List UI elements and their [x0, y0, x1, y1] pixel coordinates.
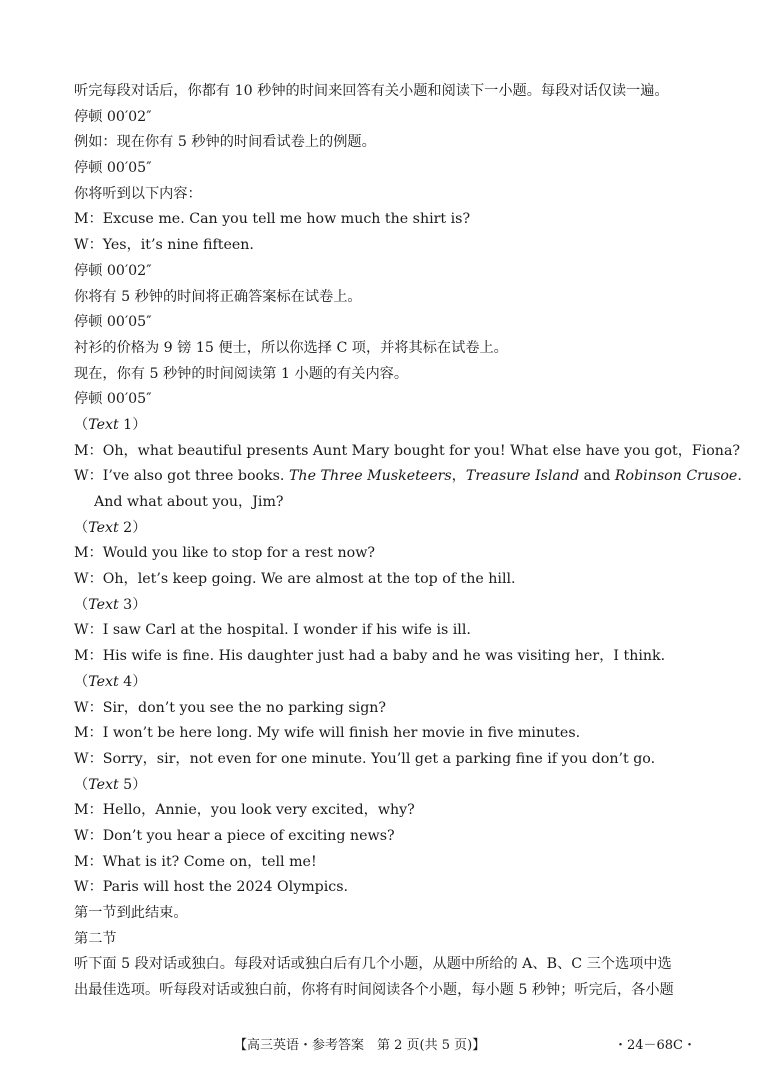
pause-line: 停顿 00′02″: [74, 108, 152, 125]
mark-answer-line: 你将有 5 秒钟的时间将正确答案标在试卷上。: [74, 288, 362, 305]
text4-w-line: W：Sorry，sir，not even for one minute. You’ll get a parking fine if you don’t go.: [74, 750, 656, 767]
text2-label: （Text 2）: [74, 519, 147, 536]
text4-w-line: W：Sir，don’t you see the no parking sign?: [74, 699, 387, 716]
read-question-line: 现在，你有 5 秒钟的时间阅读第 1 小题的有关内容。: [74, 365, 409, 382]
text5-w-line: W：Paris will host the 2024 Olympics.: [74, 879, 349, 896]
book-title: Treasure Island: [465, 468, 580, 485]
example-m-line: M：Excuse me. Can you tell me how much the shirt is?: [74, 211, 471, 228]
text1-w-line: W：I’ve also got three books. The Three Musketeers，Treasure Island and Robinson Crusoe.: [74, 468, 742, 485]
pause-line: 停顿 00′05″: [74, 391, 152, 408]
pause-line: 停顿 00′05″: [74, 160, 152, 177]
text5-m-line: M：What is it? Come on，tell me!: [74, 853, 317, 870]
price-explanation-line: 衬衫的价格为 9 镑 15 便士，所以你选择 C 项，并将其标在试卷上。: [74, 339, 508, 356]
text5-w-line: W：Don’t you hear a piece of exciting news?: [74, 827, 395, 844]
text2-m-line: M：Would you like to stop for a rest now?: [74, 545, 375, 562]
instruction-line: 听完每段对话后，你都有 10 秒钟的时间来回答有关小题和阅读下一小题。每段对话仅读一遍。: [74, 83, 669, 99]
document-body: [74, 79, 742, 1004]
example-line: 例如：现在你有 5 秒钟的时间看试卷上的例题。: [74, 134, 376, 151]
section2-instruction-line: 听下面 5 段对话或独白。每段对话或独白后有几个小题，从题中所给的 A、B、C 三个选项中选: [74, 956, 672, 973]
section2-instruction-line: 出最佳选项。听每段对话或独白前，你将有时间阅读各个小题，每小题 5 秒钟；听完后，各小题: [74, 982, 674, 999]
listen-intro-line: 你将听到以下内容：: [74, 185, 202, 202]
text3-m-line: M：His wife is fine. His daughter just had a baby and he was visiting her，I think.: [74, 648, 666, 665]
section2-title: 第二节: [74, 930, 117, 947]
section-end-line: 第一节到此结束。: [74, 905, 188, 921]
example-w-line: W：Yes，it’s nine fifteen.: [74, 237, 254, 254]
book-title: The Three Musketeers: [288, 468, 452, 485]
text1-m-line: M：Oh，what beautiful presents Aunt Mary bought for you! What else have you got，Fiona?: [74, 442, 741, 459]
text5-m-line: M：Hello，Annie，you look very excited，why?: [74, 802, 415, 819]
text3-w-line: W：I saw Carl at the hospital. I wonder if his wife is ill.: [74, 622, 471, 639]
text5-label: （Text 5）: [74, 776, 147, 793]
page-footer: [0, 1034, 764, 1054]
text2-w-line: W：Oh，let’s keep going. We are almost at the top of the hill.: [74, 571, 516, 588]
footer-code: ・24－68C・: [613, 1038, 696, 1053]
text4-label: （Text 4）: [74, 673, 147, 690]
text3-label: （Text 3）: [74, 596, 147, 613]
text1-w-continuation: And what about you，Jim?: [94, 494, 284, 510]
text1-label: （Text 1）: [74, 416, 147, 433]
pause-line: 停顿 00′05″: [74, 314, 152, 331]
pause-line: 停顿 00′02″: [74, 262, 152, 279]
book-title: Robinson Crusoe: [614, 468, 738, 485]
footer-page-info: 【高三英语・参考答案 第 2 页(共 5 页)】: [234, 1038, 486, 1053]
text4-m-line: M：I won’t be here long. My wife will finish her movie in five minutes.: [74, 725, 581, 742]
